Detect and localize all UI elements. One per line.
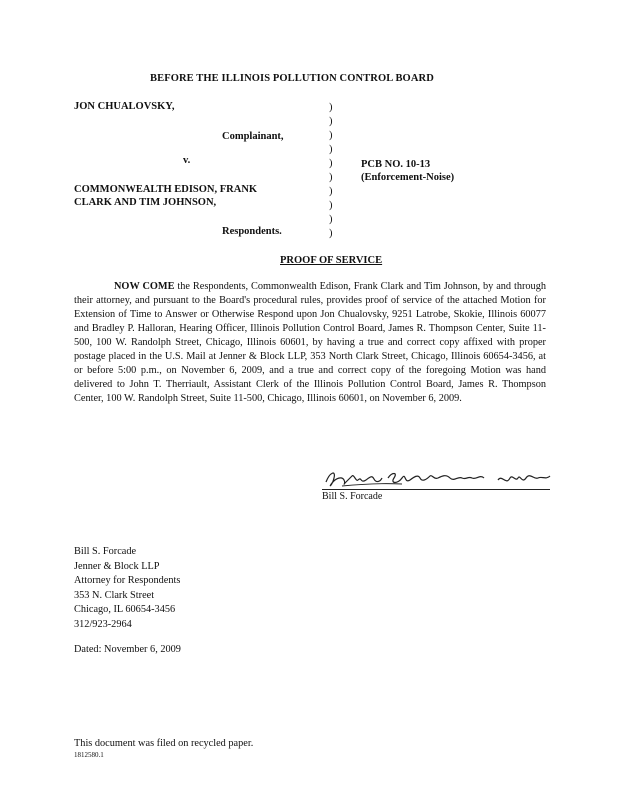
signatory-name: Bill S. Forcade <box>322 491 383 502</box>
address-line: Chicago, IL 60654-3456 <box>74 604 176 615</box>
caption-paren: ) <box>329 228 333 239</box>
service-text: the Respondents, Commonwealth Edison, Frank Clark and Tim Johnson, by and through their attorney, and pursuant to the Board's procedural rules, provides proof of service of the attached Motion for Extension of Time to Answer or Otherwise Respond upon Jon Chualovsky, 9251 Latrobe, Skokie, Illinois 60077 and Bradley P. Halloran, Hearing Officer, Illinois Pollution Control Board, James R. Thompson Center, Suite 11-500, 100 W. Randolph Street, Chicago, Illinois 60601, by having a true and correct copy affixed with proper postage placed in the U.S. Mail at Jenner & Block LLP, 353 North Clark Street, Chicago, Illinois 60654-3456, at or before 5:00 p.m., on November 6, 2009, and a true and correct copy of the foregoing Motion was hand delivered to John T. Therriault, Assistant Clerk of the Illinois Pollution Control Board, James R. Thompson Center, 100 W. Randolph Street, Suite 11-500, Chicago, Illinois 60601, on November 6, 2009. <box>74 281 546 404</box>
respondent-line-1: COMMONWEALTH EDISON, FRANK <box>74 184 258 195</box>
caption-paren: ) <box>329 186 333 197</box>
address-line: Bill S. Forcade <box>74 546 137 557</box>
signature-line <box>322 489 550 490</box>
case-type: (Enforcement-Noise) <box>361 172 455 183</box>
complainant-role: Complainant, <box>222 131 284 142</box>
caption-paren: ) <box>329 214 333 225</box>
caption-paren: ) <box>329 144 333 155</box>
respondent-line-2: CLARK AND TIM JOHNSON, <box>74 197 217 208</box>
caption-paren: ) <box>329 172 333 183</box>
address-line: Attorney for Respondents <box>74 575 181 586</box>
caption-paren: ) <box>329 200 333 211</box>
now-come-lead: NOW COME <box>114 281 175 292</box>
respondent-role: Respondents. <box>222 226 282 237</box>
signature-block <box>322 466 552 506</box>
document-id: 1812580.1 <box>74 751 104 759</box>
dated-line: Dated: November 6, 2009 <box>74 644 181 655</box>
caption-paren: ) <box>329 116 333 127</box>
address-line: 353 N. Clark Street <box>74 589 155 601</box>
case-number: PCB NO. 10-13 <box>361 159 431 170</box>
caption-paren: ) <box>329 102 333 113</box>
address-line: 312/923-2964 <box>74 618 132 630</box>
versus-label: v. <box>183 155 191 166</box>
board-heading: BEFORE THE ILLINOIS POLLUTION CONTROL BOARD <box>150 73 434 84</box>
complainant-name: JON CHUALOVSKY, <box>74 101 175 112</box>
proof-of-service-title: PROOF OF SERVICE <box>280 255 383 266</box>
recycled-paper-note: This document was filed on recycled paper. <box>74 738 254 749</box>
address-line: Jenner & Block LLP <box>74 560 160 572</box>
caption-paren: ) <box>329 158 333 169</box>
service-paragraph <box>74 280 546 406</box>
attorney-address-block <box>74 545 180 632</box>
caption-paren: ) <box>329 130 333 141</box>
